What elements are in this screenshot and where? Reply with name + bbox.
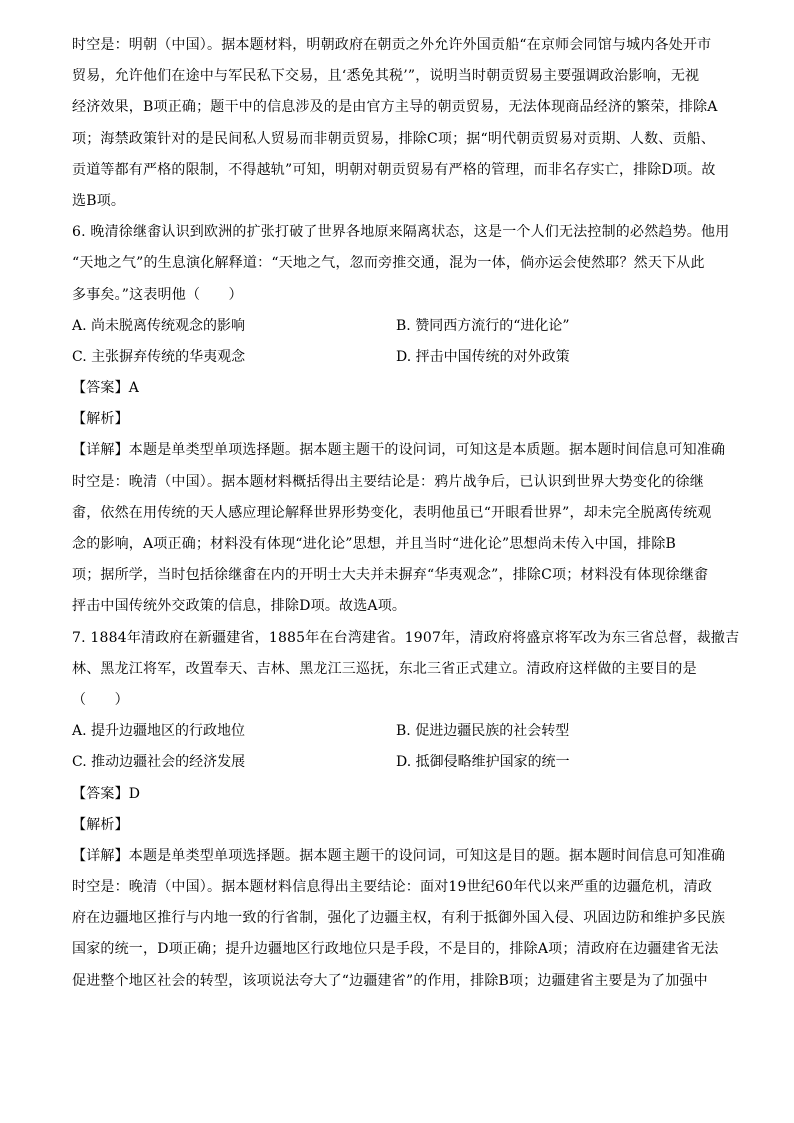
detail-line: 国家的统一，D项正确；提升边疆地区行政地位只是手段，不是目的，排除A项；清政府在边疆建省无法 (72, 941, 719, 958)
options-row (72, 747, 724, 778)
question-stem-line: 7. 1884年清政府在新疆建省，1885年在台湾建省。1907年，清政府将盛京将军改为东三省总督，裁撤吉 (72, 629, 740, 646)
text-line: 时空是：明朝（中国）。据本题材料，明朝政府在朝贡之外允许外国贡船“在京师会同馆与城内各处开市 (72, 37, 712, 53)
answer-label: 【答案】A (72, 380, 140, 397)
question-7 (72, 623, 740, 997)
document-page (72, 30, 740, 997)
question-stem-line: 6. 晚清徐继畬认识到欧洲的扩张打破了世界各地原来隔离状态，这是一个人们无法控制的必然趋势。他用 (72, 224, 730, 241)
question-stem-line: “天地之气”的生息演化解释道：“天地之气，忽而旁推交通，混为一体，倘亦运会使然耶？然天下从此 (72, 255, 705, 272)
question-6 (72, 217, 730, 622)
options-row (72, 716, 724, 747)
options-row (72, 342, 724, 373)
answer-label: 【答案】D (72, 785, 141, 802)
text-line: 贡道等都有严格的限制，不得越轨”可知，明朝对朝贡贸易有严格的管理，而非名存实亡，排除D项。故 (72, 161, 716, 178)
option-c: C. 主张摒弃传统的华夷观念 (72, 348, 246, 365)
detail-line: 促进整个地区社会的转型，该项说法夸大了“边疆建省”的作用，排除B项；边疆建省主要是为了加强中 (72, 972, 708, 989)
option-d: D. 抵御侵略维护国家的统一 (396, 754, 570, 771)
detail-line: 【详解】本题是单类型单项选择题。据本题主题干的设问词，可知这是本质题。据本题时间信息可知准确 (72, 442, 726, 459)
option-a: A. 提升边疆地区的行政地位 (72, 723, 246, 740)
question-stem-line: 林、黑龙江将军，改置奉天、吉林、黑龙江三巡抚，东北三省正式建立。清政府这样做的主要目的是 (72, 660, 697, 677)
prev-explanation (72, 30, 724, 217)
detail-line: 府在边疆地区推行与内地一致的行省制，强化了边疆主权，有利于抵御外国入侵、巩固边防和维护多民族 (72, 910, 726, 927)
text-line: 经济效果，B项正确；题干中的信息涉及的是由官方主导的朝贡贸易，无法体现商品经济的繁荣，排除A (72, 99, 718, 116)
option-c: C. 推动边疆社会的经济发展 (72, 754, 246, 771)
detail-line: 念的影响，A项正确；材料没有体现“进化论”思想，并且当时“进化论”思想尚未传入中国，排除B (72, 536, 677, 552)
detail-line: 项；据所学，当时包括徐继畬在内的开明士大夫并未摒弃“华夷观念”，排除C项；材料没有体现徐继畬 (72, 567, 709, 584)
analysis-label: 【解析】 (72, 411, 129, 428)
option-d: D. 抨击中国传统的对外政策 (396, 348, 570, 365)
detail-line: 时空是：晚清（中国）。据本题材料概括得出主要结论是：鸦片战争后，已认识到世界大势变化的徐继 (72, 473, 704, 490)
option-a: A. 尚未脱离传统观念的影响 (72, 317, 246, 334)
options-row (72, 311, 724, 342)
question-stem-line: （ ） (72, 691, 129, 708)
detail-line: 抨击中国传统外交政策的信息，排除D项。故选A项。 (72, 598, 407, 615)
detail-line: 时空是：晚清（中国）。据本题材料信息得出主要结论：面对19世纪60年代以来严重的边疆危机，清政 (72, 879, 713, 896)
analysis-label: 【解析】 (72, 816, 129, 833)
text-line: 项；海禁政策针对的是民间私人贸易而非朝贡贸易，排除C项；据“明代朝贡贸易对贡期、人数、贡船、 (72, 130, 716, 147)
option-b: B. 促进边疆民族的社会转型 (396, 723, 570, 740)
text-line: 贸易，允许他们在途中与军民私下交易，且‘悉免其税’”，说明当时朝贡贸易主要强调政治影响，无视 (72, 68, 700, 85)
detail-line: 【详解】本题是单类型单项选择题。据本题主题干的设问词，可知这是目的题。据本题时间信息可知准确 (72, 847, 726, 864)
detail-line: 畬，依然在用传统的天人感应理论解释世界形势变化，表明他虽已“开眼看世界”，却未完全脱离传统观 (72, 504, 712, 521)
option-b: B. 赞同西方流行的“进化论” (396, 317, 570, 334)
question-stem-line: 多事矣。”这表明他（ ） (72, 286, 243, 303)
text-line: 选B项。 (72, 192, 126, 209)
